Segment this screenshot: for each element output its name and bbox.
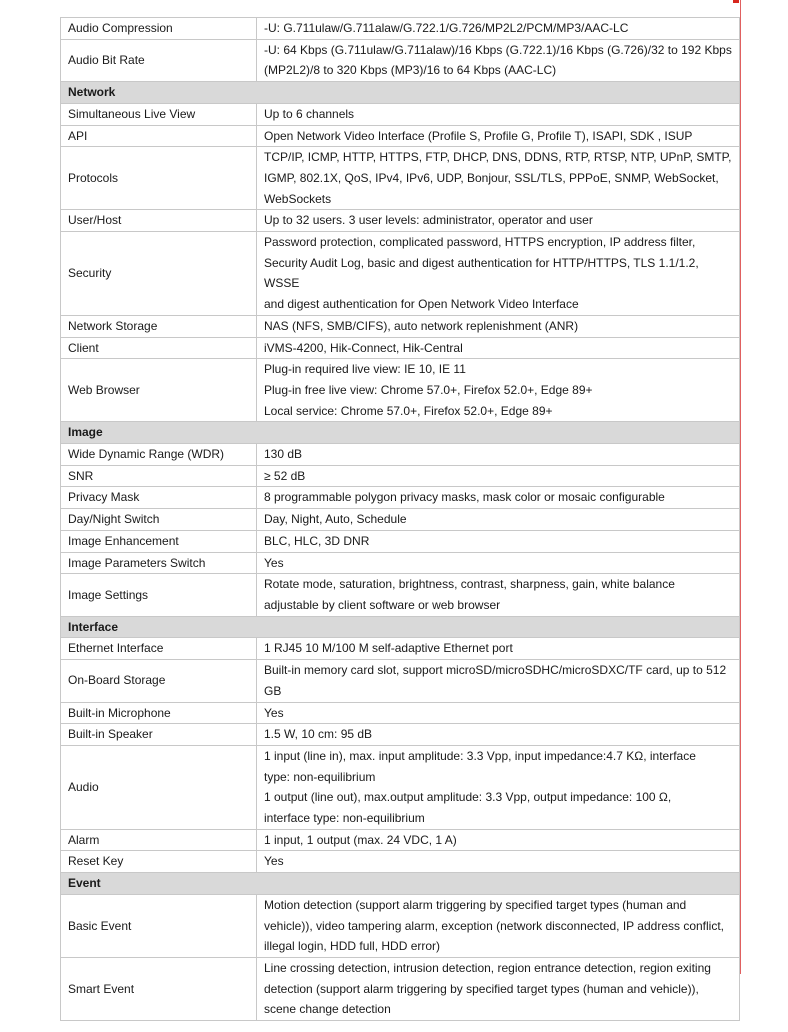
spec-label: Day/Night Switch xyxy=(61,509,257,531)
spec-value: Line crossing detection, intrusion detection, region entrance detection, region exiting detection (support alarm triggering by specified target types (human and vehicle)), scene change detection xyxy=(257,957,740,1020)
spec-value: Plug-in required live view: IE 10, IE 11 Plug-in free live view: Chrome 57.0+, Firefox 52.0+, Edge 89+ Local service: Chrome 57.0+, Firefox 52.0+, Edge 89+ xyxy=(257,359,740,422)
spec-value: Up to 6 channels xyxy=(257,103,740,125)
spec-row-api xyxy=(61,125,740,147)
section-title: Image xyxy=(61,422,740,444)
spec-row-simultaneous-live-view xyxy=(61,103,740,125)
spec-label: Audio xyxy=(61,745,257,829)
spec-label: Protocols xyxy=(61,147,257,210)
spec-value: Open Network Video Interface (Profile S, Profile G, Profile T), ISAPI, SDK , ISUP xyxy=(257,125,740,147)
page-edge-line xyxy=(740,0,741,974)
spec-label: Security xyxy=(61,232,257,316)
spec-row-basic-event xyxy=(61,894,740,957)
spec-value: 8 programmable polygon privacy masks, mask color or mosaic configurable xyxy=(257,487,740,509)
spec-value: iVMS-4200, Hik-Connect, Hik-Central xyxy=(257,337,740,359)
spec-row-wide-dynamic-range-wdr xyxy=(61,444,740,466)
spec-label: User/Host xyxy=(61,210,257,232)
section-header-image xyxy=(61,422,740,444)
spec-row-privacy-mask xyxy=(61,487,740,509)
spec-value: TCP/IP, ICMP, HTTP, HTTPS, FTP, DHCP, DNS, DDNS, RTP, RTSP, NTP, UPnP, SMTP, IGMP, 802.1X, QoS, IPv4, IPv6, UDP, Bonjour, SSL/TLS, PPPoE, SNMP, WebSocket, WebSockets xyxy=(257,147,740,210)
spec-value: -U: 64 Kbps (G.711ulaw/G.711alaw)/16 Kbps (G.722.1)/16 Kbps (G.726)/32 to 192 Kbps (MP2L2)/8 to 320 Kbps (MP3)/16 to 64 Kbps (AAC-LC) xyxy=(257,39,740,81)
spec-value: ≥ 52 dB xyxy=(257,465,740,487)
spec-label: Basic Event xyxy=(61,894,257,957)
spec-row-protocols xyxy=(61,147,740,210)
spec-label: Web Browser xyxy=(61,359,257,422)
spec-label: Built-in Microphone xyxy=(61,702,257,724)
spec-row-reset-key xyxy=(61,851,740,873)
spec-row-alarm xyxy=(61,829,740,851)
spec-row-web-browser xyxy=(61,359,740,422)
section-header-event xyxy=(61,873,740,895)
spec-value: -U: G.711ulaw/G.711alaw/G.722.1/G.726/MP2L2/PCM/MP3/AAC-LC xyxy=(257,18,740,40)
section-header-network xyxy=(61,82,740,104)
spec-table-body xyxy=(61,18,740,1021)
spec-value: 1 input (line in), max. input amplitude: 3.3 Vpp, input impedance:4.7 KΩ, interface type: non-equilibrium 1 output (line out), max.output amplitude: 3.3 Vpp, output impedance: 100 Ω, interface type: non-equilibrium xyxy=(257,745,740,829)
spec-row-image-enhancement xyxy=(61,530,740,552)
spec-label: Alarm xyxy=(61,829,257,851)
spec-row-snr xyxy=(61,465,740,487)
spec-label: Ethernet Interface xyxy=(61,638,257,660)
section-title: Network xyxy=(61,82,740,104)
spec-label: Client xyxy=(61,337,257,359)
spec-row-security xyxy=(61,232,740,316)
spec-label: Audio Bit Rate xyxy=(61,39,257,81)
spec-row-built-in-microphone xyxy=(61,702,740,724)
spec-label: Image Settings xyxy=(61,574,257,616)
spec-row-client xyxy=(61,337,740,359)
spec-value: Yes xyxy=(257,702,740,724)
spec-value: 130 dB xyxy=(257,444,740,466)
spec-value: Yes xyxy=(257,851,740,873)
spec-value: BLC, HLC, 3D DNR xyxy=(257,530,740,552)
spec-row-audio xyxy=(61,745,740,829)
spec-row-day-night-switch xyxy=(61,509,740,531)
spec-label: On-Board Storage xyxy=(61,660,257,702)
spec-label: Audio Compression xyxy=(61,18,257,40)
spec-value: Built-in memory card slot, support microSD/microSDHC/microSDXC/TF card, up to 512 GB xyxy=(257,660,740,702)
section-title: Event xyxy=(61,873,740,895)
spec-label: Built-in Speaker xyxy=(61,724,257,746)
spec-label: API xyxy=(61,125,257,147)
spec-label: Network Storage xyxy=(61,315,257,337)
section-title: Interface xyxy=(61,616,740,638)
spec-label: Reset Key xyxy=(61,851,257,873)
spec-row-built-in-speaker xyxy=(61,724,740,746)
spec-label: Image Enhancement xyxy=(61,530,257,552)
red-corner-mark xyxy=(733,0,739,3)
spec-value: Up to 32 users. 3 user levels: administrator, operator and user xyxy=(257,210,740,232)
spec-value: Rotate mode, saturation, brightness, contrast, sharpness, gain, white balance adjustable by client software or web browser xyxy=(257,574,740,616)
spec-value: NAS (NFS, SMB/CIFS), auto network replenishment (ANR) xyxy=(257,315,740,337)
spec-row-image-settings xyxy=(61,574,740,616)
spec-label: Image Parameters Switch xyxy=(61,552,257,574)
spec-row-on-board-storage xyxy=(61,660,740,702)
spec-value: 1 RJ45 10 M/100 M self-adaptive Ethernet port xyxy=(257,638,740,660)
spec-value: Yes xyxy=(257,552,740,574)
spec-label: SNR xyxy=(61,465,257,487)
spec-row-audio-bit-rate xyxy=(61,39,740,81)
spec-value: Password protection, complicated password, HTTPS encryption, IP address filter, Security Audit Log, basic and digest authentication for HTTP/HTTPS, TLS 1.1/1.2, WSSE and digest authentication for Open Network Video Interface xyxy=(257,232,740,316)
spec-value: 1 input, 1 output (max. 24 VDC, 1 A) xyxy=(257,829,740,851)
spec-value: Day, Night, Auto, Schedule xyxy=(257,509,740,531)
spec-value: Motion detection (support alarm triggering by specified target types (human and vehicle)), video tampering alarm, exception (network disconnected, IP address conflict, illegal login, HDD full, HDD error) xyxy=(257,894,740,957)
spec-row-audio-compression xyxy=(61,18,740,40)
spec-label: Smart Event xyxy=(61,957,257,1020)
spec-row-smart-event xyxy=(61,957,740,1020)
spec-label: Privacy Mask xyxy=(61,487,257,509)
spec-row-image-parameters-switch xyxy=(61,552,740,574)
spec-label: Simultaneous Live View xyxy=(61,103,257,125)
spec-label: Wide Dynamic Range (WDR) xyxy=(61,444,257,466)
spec-table xyxy=(60,17,740,1021)
section-header-interface xyxy=(61,616,740,638)
spec-row-ethernet-interface xyxy=(61,638,740,660)
spec-row-user-host xyxy=(61,210,740,232)
spec-row-network-storage xyxy=(61,315,740,337)
spec-value: 1.5 W, 10 cm: 95 dB xyxy=(257,724,740,746)
